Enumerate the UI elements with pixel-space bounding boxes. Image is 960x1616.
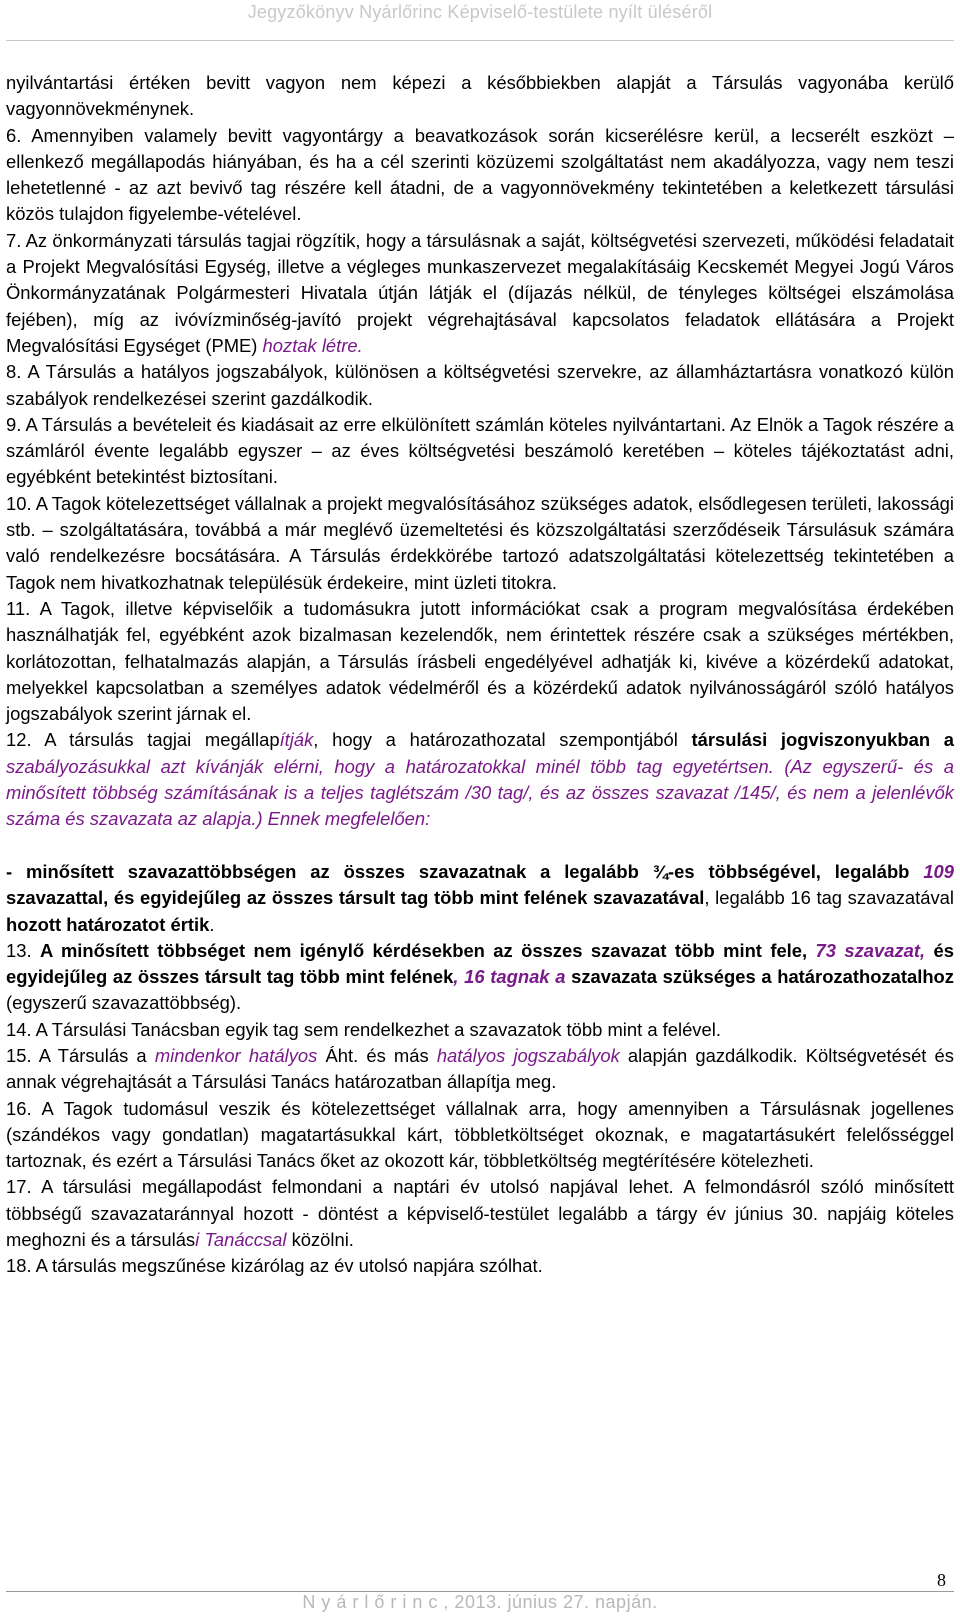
qualified-majority-item xyxy=(6,859,954,938)
p17-part-c: közölni. xyxy=(286,1229,354,1251)
p12-part-b: ítják xyxy=(279,729,314,751)
paragraph-12 xyxy=(6,727,954,832)
page-footer: N y á r l ő r i n c , 2013. június 27. napján. xyxy=(302,1592,658,1612)
page-number: 8 xyxy=(937,1570,946,1590)
p13-part-a: 13. xyxy=(6,939,40,961)
qm-part-c: szavazattal, és egyidejűleg az összes társult tag több mint felének szavazatával xyxy=(6,887,705,909)
paragraph-10: 10. A Tagok kötelezettséget vállalnak a projekt megvalósításához szükséges adatok, elsődlegesen területi, lakossági stb. – szolgáltatására, továbbá a már meglévő üzemeltetési és közszolgáltatási szerződéseik Társulásuk számára való rendelkezésre bocsátására. A Társulás érdekkörébe tartozó adatszolgáltatási kötelezettség tekintetében a Tagok nem hivatkozhatnak településük érdekeire, mint üzleti titokra. xyxy=(6,492,954,593)
p12-part-d: társulási jogviszonyukban a xyxy=(691,729,954,751)
paragraph-16: 16. A Tagok tudomásul veszik és kötelezettséget vállalnak arra, hogy amennyiben a Társulásnak jogellenes (szándékos vagy gondatlan) magatartásukkal kárt, többletköltséget okoznak, e magatartásukért felelősséggel tartoznak, és ezért a Társulási Tanács őket az okozott kár, többletköltség megtérítésére kötelezheti. xyxy=(6,1097,954,1172)
p15-part-b: mindenkor hatályos xyxy=(154,1044,318,1066)
qm-part-e: hozott határozatot értik xyxy=(6,913,210,935)
page-header: Jegyzőkönyv Nyárlőrinc Képviselő-testülete nyílt üléséről xyxy=(247,2,713,22)
p13-part-c: 73 szavazat, xyxy=(815,939,926,961)
header-divider xyxy=(6,40,954,41)
paragraph-17 xyxy=(6,1174,954,1253)
p15-part-c: Áht. és más xyxy=(317,1044,437,1066)
p15-part-d: hatályos jogszabályok xyxy=(436,1044,620,1066)
paragraph-14: 14. A Társulási Tanácsban egyik tag sem rendelkezhet a szavazatok több mint a felével. xyxy=(6,1018,721,1040)
p13-part-b: A minősített többséget nem igénylő kérdésekben az összes szavazat több mint fele, xyxy=(39,939,816,961)
document-body xyxy=(6,70,954,1280)
paragraph-7 xyxy=(6,228,954,359)
p15-part-e: alapján gazdálkodik. Költségvetését és annak végrehajtását a Társulási Tanács határozatban állapítja meg. xyxy=(6,1044,954,1093)
paragraph-6: 6. Amennyiben valamely bevitt vagyontárgy a beavatkozások során kicserélésre kerül, a lecserélt eszközt – ellenkező megállapodás hiányában, és ha a cél szerinti közüzemi szolgáltatást nem akadályozza, vagy nem teszi lehetetlenné - az azt bevivő tag részére kell átadni, de a vagyonnövekmény tekintetében a keletkezett társulási közös tulajdon figyelembe-vételével. xyxy=(6,124,954,225)
paragraph-11: 11. A Tagok, illetve képviselőik a tudomásukra jutott információkat csak a program megvalósítása érdekében használhatják fel, egyébként azok bizalmasan kezelendők, nem érintettek részére csak a szükséges mértékben, korlátozottan, felhatalmazás alapján, a Társulás írásbeli engedélyével adhatják ki, kivéve a közérdekű adatokat, melyekkel kapcsolatban a személyes adatok védelméről és a közérdekű adatok nyilvánosságáról szóló hatályos jogszabályok szerint járnak el. xyxy=(6,597,954,725)
p12-part-c: , hogy a határozathozatal szempontjából xyxy=(313,729,692,751)
paragraph-13 xyxy=(6,938,954,1017)
p13-part-e: , 16 tagnak a xyxy=(453,966,566,988)
p12-part-a: 12. A társulás tagjai megállap xyxy=(6,729,280,751)
qm-part-f: . xyxy=(209,913,215,935)
qm-part-d: , legalább 16 tag szavazatával xyxy=(704,887,954,909)
paragraph-9: 9. A Társulás a bevételeit és kiadásait az erre elkülönített számlán köteles nyilvántartani. Az Elnök a Tagok részére a számláról évente legalább egyszer – az éves költségvetési beszámoló keretében – köteles tájékoztatást adni, egyébként betekintést biztosítani. xyxy=(6,413,954,488)
p12-part-e: szabályozásukkal azt kívánják elérni, hogy a határozatokkal minél több tag egyetértsen. (Az egyszerű- és a minősített többség számításának is a teljes taglétszám /30 tag/, és az összes szavazat /145/, és nem a jelenlévők száma és szavazata az alapja.) Ennek megfelelően: xyxy=(6,755,954,830)
p13-part-g: (egyszerű szavazattöbbség). xyxy=(6,992,242,1014)
paragraph-15 xyxy=(6,1043,954,1096)
p13-part-f: szavazata szükséges a határozathozatalhoz xyxy=(565,966,954,988)
paragraph-spacer xyxy=(6,833,954,859)
paragraph-18: 18. A társulás megszűnése kizárólag az év utolsó napjára szólhat. xyxy=(6,1255,543,1277)
p17-part-a: 17. A társulási megállapodást felmondani a naptári év utolsó napjával lehet. A felmondásról szóló minősített többségű szavazataránnyal hozott - döntést a képviselő-testület legalább a tárgy év június 30. napjáig köteles meghozni és a társulás xyxy=(6,1176,954,1251)
paragraph-7-text: 7. Az önkormányzati társulás tagjai rögzítik, hogy a társulásnak a saját, költségvetési szervezeti, működési feladatait a Projekt Megvalósítási Egység, illetve a végleges munkaszervezet megalakításáig Kecskemét Megyei Jogú Város Önkormányzatának Polgármesteri Hivatala útján látják el (díjazás nélkül, de tényleges költségei elszámolása fejében), míg az ivóvízminőség-javító projekt végrehajtásával kapcsolatos feladatok ellátására a Projekt Megvalósítási Egységet (PME) xyxy=(6,229,954,356)
paragraph-7-emphasis: hoztak létre. xyxy=(262,334,363,356)
qm-part-b: 109 xyxy=(923,860,954,882)
p13-part-d: és egyidejűleg az összes társult tag több mint felének xyxy=(6,939,954,988)
paragraph-8: 8. A Társulás a hatályos jogszabályok, különösen a költségvetési szervekre, az államháztartásra vonatkozó külön szabályok rendelkezései szerint gazdálkodik. xyxy=(6,361,954,409)
paragraph-continuation: nyilvántartási értéken bevitt vagyon nem képezi a későbbiekben alapját a Társulás vagyonába kerülő vagyonnövekménynek. xyxy=(6,72,954,120)
qm-part-a: - minősített szavazattöbbségen az összes szavazatnak a legalább ¾-es többségével, legalább xyxy=(6,860,924,882)
p17-part-b: i Tanáccsal xyxy=(195,1229,287,1251)
p15-part-a: 15. A Társulás a xyxy=(6,1044,155,1066)
